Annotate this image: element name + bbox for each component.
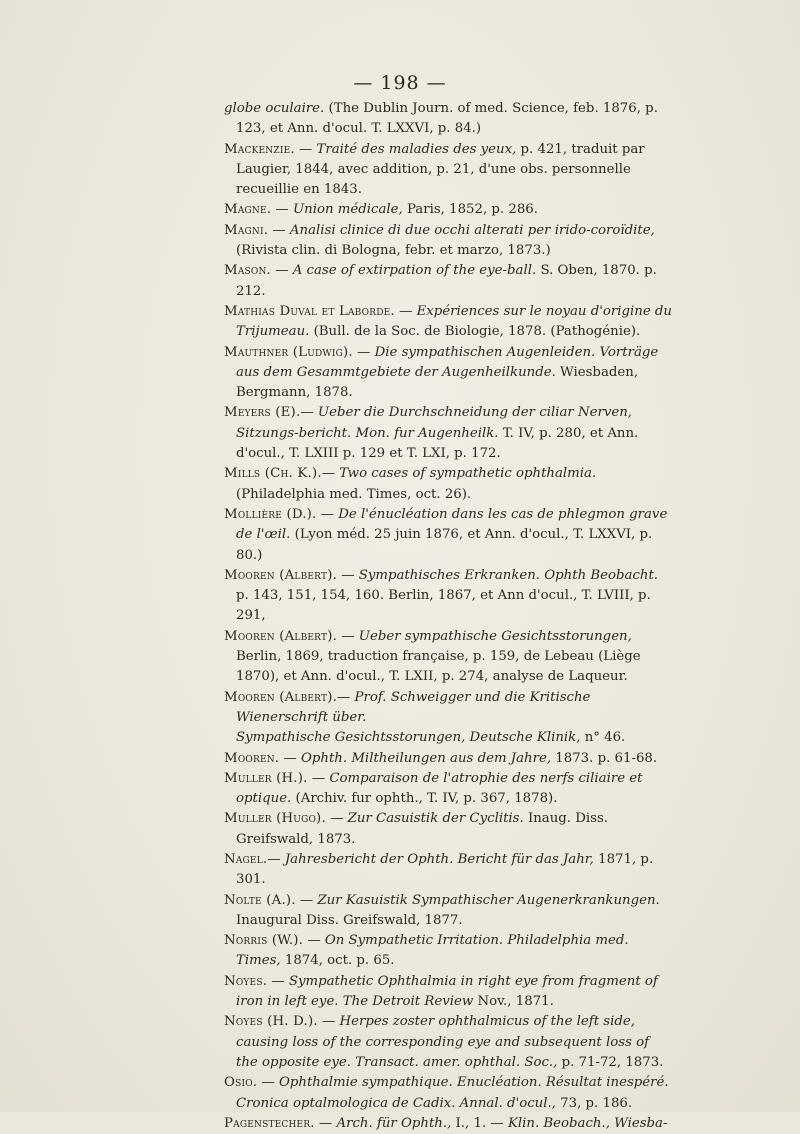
entry-author: Osio. [224, 1075, 258, 1091]
entry-author: Magni. [224, 222, 269, 238]
entry-details: 73, p. 186. [555, 1095, 633, 1111]
entry-details: 1871, p. 301. [236, 851, 654, 888]
entry-details: (Bull. de la Soc. de Biologie, 1878. (Pathogénie). [309, 324, 641, 340]
bibliography-entry [224, 1012, 674, 1073]
bibliography-entry [224, 749, 674, 769]
entry-title: — Die sympathischen Augenleiden. Vorträge aus dem Gesammtgebiete der Augenheilkunde. [236, 344, 659, 380]
bibliography-entry [224, 850, 674, 891]
entry-author: Mooren (Albert). [224, 689, 338, 705]
entry-details: T. IV, p. 280, et Ann. d'ocul., T. LXIII p. 129 et T. LXI, p. 172. [236, 425, 639, 462]
entry-details: Berlin, 1869, traduction française, p. 159, de Lebeau (Liège 1870), et Ann. d'ocul., T. LXII, p. 274, analyse de Laqueur. [236, 649, 641, 685]
entry-title: — Two cases of sympathetic ophthalmia. [321, 466, 597, 482]
bibliography-entry [224, 809, 674, 850]
entry-title: — Sympathetic Ophthalmia in right eye from fragment of iron in left eye. The Detroit Review [236, 973, 658, 1010]
entry-title: — Traité des maladies des yeux, [294, 141, 517, 157]
entry-title: — De l'énucléation dans les cas de phlegmon grave de l'œil. [236, 506, 668, 543]
entry-title: — Union médicale, [271, 202, 403, 218]
entry-author: Magne. [224, 202, 272, 218]
bibliography-entry [224, 891, 674, 932]
entry-details: n° 46. [580, 730, 626, 746]
entry-author: Pagenstecher. [224, 1115, 315, 1131]
entry-author: Mollière (D.). [224, 506, 317, 522]
entry-details: Paris, 1852, p. 286. [402, 202, 538, 218]
entry-title: — Analisi clinice di due occhi alterati per irido-coroïdite, [268, 222, 655, 238]
bibliography-entry [224, 403, 674, 464]
entry-details: 1874, oct. p. 65. [280, 953, 395, 969]
entry-details: Wiesbaden, Bergmann, 1878. [236, 364, 639, 401]
entry-title: — Ueber sympathische Gesichtsstorungen, [337, 628, 632, 644]
bibliography-entry [224, 140, 674, 201]
bibliography-entry [224, 261, 674, 302]
entry-author: Muller (Hugo). [224, 811, 326, 827]
entry-author: Nagel. [224, 851, 268, 867]
bibliography-list [224, 99, 674, 1134]
bibliography-entry-continuation [224, 728, 674, 748]
entry-details: (The Dublin Journ. of med. Science, feb. 1876, p. 123, et Ann. d'ocul. T. LXXVI, p. 84.) [236, 101, 658, 137]
bibliography-entry [224, 464, 674, 505]
bibliography-entry [224, 221, 674, 262]
entry-title: — Zur Casuistik der Cyclitis. [325, 811, 524, 827]
bibliography-entry [224, 627, 674, 688]
entry-title-tail: Klin. Beobach., Wiesba- [507, 1115, 668, 1131]
bibliography-entry [224, 688, 674, 729]
bibliography-entry [224, 972, 674, 1013]
entry-title: — A case of extirpation of the eye-ball. [270, 263, 537, 279]
entry-details: Inaug. Diss. Greifswald, 1873. [236, 811, 609, 847]
bibliography-entry [224, 1114, 674, 1134]
entry-author: Nolte (A.). [224, 892, 296, 908]
entry-details: I., 1. — [451, 1115, 508, 1131]
entry-title: — Expériences sur le noyau d'origine du Trijumeau. [236, 303, 672, 340]
entry-author: Mackenzie. [224, 141, 295, 157]
entry-author: Meyers (E). [224, 405, 301, 421]
entry-title: — Prof. Schweigger und die Kritische Wienerschrift über. [236, 689, 591, 725]
entry-author: Noyes. [224, 973, 268, 989]
entry-title: Sympathische Gesichtsstorungen, Deutsche Klinik, [236, 730, 581, 746]
entry-author: Norris (W.). [224, 933, 304, 949]
entry-title: — Herpes zoster ophthalmicus of the left side, causing loss of the corresponding eye and subsequent loss of the opposite eye. Transact. amer. ophthal. Soc., [236, 1014, 650, 1070]
bibliography-entry [224, 302, 674, 343]
bibliography-entry [224, 1073, 674, 1114]
entry-details: (Archiv. fur ophth., T. IV, p. 367, 1878). [291, 791, 558, 807]
entry-details: (Rivista clin. di Bologna, febr. et marzo, 1873.) [236, 243, 551, 259]
entry-title: — Jahresbericht der Ophth. Bericht für das Jahr, [267, 851, 594, 867]
entry-title: — Zur Kasuistik Sympathischer Augenerkrankungen. [295, 892, 660, 908]
entry-title: — Comparaison de l'atrophie des nerfs ciliaire et optique. [236, 770, 643, 807]
entry-author: Mills (Ch. K.). [224, 466, 322, 482]
entry-details: Inaugural Diss. Greifswald, 1877. [236, 912, 463, 928]
bibliography-entry [224, 769, 674, 810]
entry-author: Mooren (Albert). [224, 628, 338, 644]
entry-title: — Ophthalmie sympathique. Enucléation. Résultat inespéré. Cronica optalmologica de Cadix. Annal. d'ocul., [236, 1075, 669, 1111]
entry-details: p. 143, 151, 154, 160. Berlin, 1867, et Ann d'ocul., T. LVIII, p. 291, [236, 588, 651, 624]
bibliography-entry [224, 99, 674, 140]
entry-author: Muller (H.). [224, 770, 308, 786]
bibliography-entry [224, 505, 674, 566]
entry-title: — Sympathisches Erkranken. Ophth Beobacht. [337, 567, 659, 583]
bibliography-entry [224, 343, 674, 404]
entry-author: Noyes (H. D.). [224, 1014, 318, 1030]
entry-author: Mathias Duval et Laborde. [224, 303, 395, 319]
entry-details: (Lyon méd. 25 juin 1876, et Ann. d'ocul., T. LXXVI, p. 80.) [236, 527, 653, 563]
entry-title: — Ophth. Miltheilungen aus dem Jahre, [279, 750, 552, 766]
entry-author: Mooren. [224, 750, 280, 766]
entry-details: p. 421, traduit par Laugier, 1844, avec addition, p. 21, d'une obs. personnelle recueillie en 1843. [236, 141, 645, 198]
entry-details: (Philadelphia med. Times, oct. 26). [236, 486, 472, 502]
entry-title: — On Sympathetic Irritation. Philadelphia med. Times, [236, 933, 629, 969]
entry-details: S. Oben, 1870. p. 212. [236, 263, 657, 299]
entry-author: Mooren (Albert). [224, 567, 338, 583]
bibliography-entry [224, 566, 674, 627]
bibliography-entry [224, 931, 674, 972]
entry-author: Mauthner (Ludwig). [224, 344, 353, 360]
entry-title: — Arch. für Ophth., [314, 1115, 452, 1131]
entry-title: globe oculaire. [224, 101, 325, 116]
bibliography-entry [224, 200, 674, 220]
entry-details: p. 71-72, 1873. [557, 1054, 664, 1070]
entry-details: 1873. p. 61-68. [551, 750, 658, 766]
entry-author: Mason. [224, 263, 271, 279]
entry-title: — Ueber die Durchschneidung der ciliar Nerven, Sitzungs-bericht. Mon. fur Augenheilk. [236, 405, 632, 441]
entry-details: Nov., 1871. [473, 994, 554, 1010]
page-number: — 198 — [353, 72, 447, 94]
